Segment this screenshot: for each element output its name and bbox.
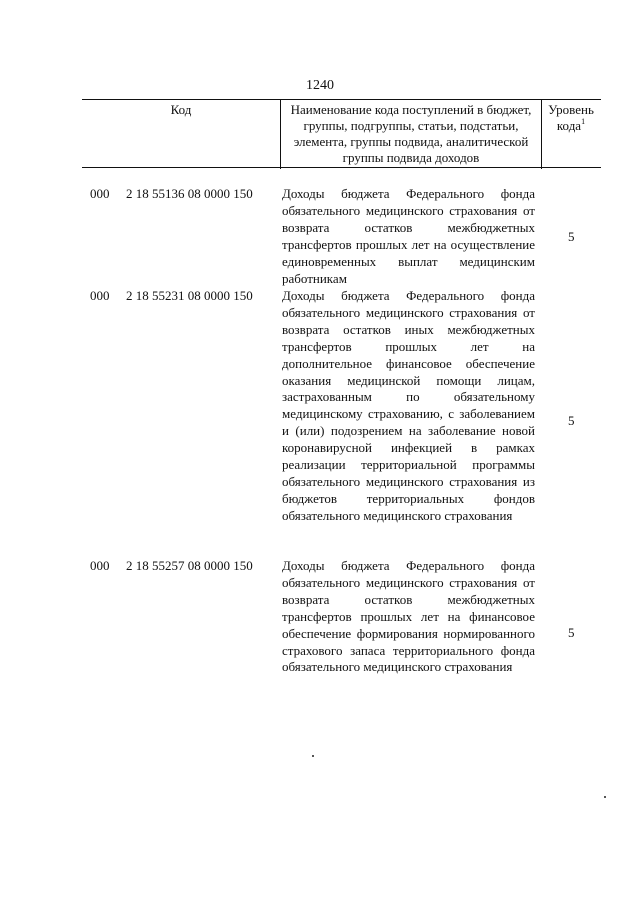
page-number: 1240 bbox=[306, 78, 334, 93]
table-header bbox=[82, 99, 601, 168]
header-level bbox=[541, 100, 601, 169]
row-description: Доходы бюджета Федерального фонда обязательного медицинского страхования от возврата остатков межбюджетных трансфертов прошлых лет на осуществление единовременных выплат медицинским работникам bbox=[282, 186, 535, 286]
row-level: 5 bbox=[568, 625, 575, 640]
row-group-code: 000 bbox=[90, 558, 110, 573]
header-name: Наименование кода поступлений в бюджет, группы, подгруппы, статьи, подстатьи, элемента, группы подвида, аналитической группы подвида доходов bbox=[280, 100, 542, 169]
header-level-footnote: 1 bbox=[581, 117, 586, 126]
row-group-code: 000 bbox=[90, 288, 110, 303]
scan-speck bbox=[312, 755, 314, 757]
scan-speck bbox=[604, 796, 606, 798]
row-revenue-code: 2 18 55136 08 0000 150 bbox=[126, 186, 253, 201]
row-revenue-code: 2 18 55257 08 0000 150 bbox=[126, 558, 253, 573]
header-code: Код bbox=[170, 102, 192, 117]
row-level: 5 bbox=[568, 229, 575, 244]
header-level-label: Уровень кода bbox=[548, 102, 594, 133]
row-description: Доходы бюджета Федерального фонда обязательного медицинского страхования от возврата остатков межбюджетных трансфертов прошлых лет на финансовое обеспечение формирования нормированного страхового запаса территориального фонда обязательного медицинского страхования bbox=[282, 558, 535, 675]
row-description: Доходы бюджета Федерального фонда обязательного медицинского страхования от возврата остатков иных межбюджетных трансфертов прошлых лет на дополнительное финансовое обеспечение оказания медицинской помощи лицам, застрахованным по обязательному медицинскому страхованию, с заболеванием и (или) подозрением на заболевание новой коронавирусной инфекцией в рамках реализации территориальной программы обязательного медицинского страхования из бюджетов территориальных фондов обязательного медицинского страхования bbox=[282, 288, 535, 523]
row-level: 5 bbox=[568, 413, 575, 428]
row-revenue-code: 2 18 55231 08 0000 150 bbox=[126, 288, 253, 303]
row-group-code: 000 bbox=[90, 186, 110, 201]
